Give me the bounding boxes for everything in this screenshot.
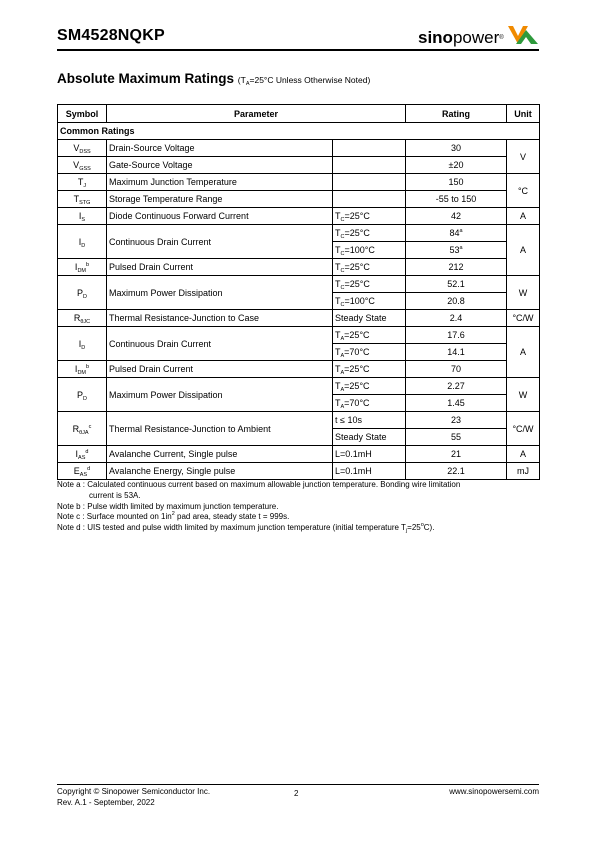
table-row [58, 208, 540, 225]
condition-subscript: C [340, 217, 345, 223]
condition-rest: =100°C [344, 245, 375, 255]
rating-cell [406, 208, 507, 225]
condition-cell [333, 293, 406, 310]
unit-cell: °C/W [507, 310, 540, 327]
symbol-letter: V [73, 160, 80, 170]
parameter-cell: Maximum Power Dissipation [107, 378, 333, 412]
symbol-letter: I [74, 262, 78, 272]
condition-rest: =25°C [344, 228, 370, 238]
unit-cell: W [507, 276, 540, 310]
rating-value: 22.1 [447, 466, 465, 476]
condition-rest: =25°C [344, 211, 370, 221]
rating-value: 42 [450, 211, 461, 221]
symbol-subscript: D [83, 395, 87, 402]
symbol-letter: V [73, 143, 80, 153]
condition-cell [333, 225, 406, 242]
logo-mark-icon [506, 22, 540, 48]
rating-cell [406, 242, 507, 259]
symbol-superscript: d [85, 449, 89, 455]
rating-value: 14.1 [447, 347, 465, 357]
condition-text: T [335, 296, 341, 306]
condition-text: T [335, 398, 341, 408]
note-a-continuation: current is 53A. [89, 490, 141, 500]
condition-cell [333, 344, 406, 361]
symbol-cell [58, 174, 107, 191]
note-c-post: pad area, steady state t = 999s. [174, 512, 290, 522]
symbol-letter: I [78, 211, 82, 221]
symbol-letter: I [75, 449, 79, 459]
note-d-mid: =25 [407, 523, 421, 533]
symbol-letter: I [74, 364, 78, 374]
symbol-letter: R [72, 423, 80, 434]
symbol-letter: P [77, 287, 84, 298]
group-label: Common Ratings [58, 123, 540, 140]
condition-cell [333, 327, 406, 344]
note-d-post: C). [423, 523, 435, 533]
rating-value: 53 [449, 245, 460, 255]
unit-cell: A [507, 446, 540, 463]
table-row [58, 378, 540, 395]
symbol-letter: T [73, 194, 80, 204]
rating-cell [406, 412, 507, 429]
condition-subscript: C [340, 251, 345, 257]
table-header-row [58, 105, 540, 123]
parameter-cell: Pulsed Drain Current [107, 259, 333, 276]
part-number: SM4528NQKP [57, 27, 165, 44]
parameter-cell: Gate-Source Voltage [107, 157, 333, 174]
rating-value: 30 [450, 143, 461, 153]
table-row [58, 310, 540, 327]
note-a: Note a : Calculated continuous current based on maximum allowable junction temperature. Bonding wire limitation [57, 480, 461, 489]
table-row [58, 446, 540, 463]
condition-cell [333, 140, 406, 157]
symbol-subscript: J [83, 183, 87, 189]
header-parameter: Parameter [107, 105, 406, 123]
section-condition [238, 75, 371, 85]
condition-subscript: A [340, 353, 345, 359]
header-rating: Rating [406, 105, 507, 123]
symbol-cell [58, 361, 107, 378]
rating-cell [406, 174, 507, 191]
rating-value: 55 [450, 432, 461, 442]
unit-cell: A [507, 327, 540, 378]
condition-cell [333, 191, 406, 208]
condition-cell [333, 412, 406, 429]
symbol-cell [58, 208, 107, 225]
condition-rest: =25°C [344, 279, 370, 289]
note-c [57, 512, 547, 523]
page-number: 2 [294, 789, 299, 798]
condition-rest: =70°C [344, 347, 370, 357]
condition-subscript: C [340, 285, 345, 291]
unit-cell: mJ [507, 463, 540, 480]
rating-cell [406, 327, 507, 344]
table-row [58, 327, 540, 344]
condition-text: T [335, 330, 341, 340]
parameter-cell: Maximum Power Dissipation [107, 276, 333, 310]
header-divider [57, 49, 539, 51]
condition-rest: =25°C [344, 330, 370, 340]
parameter-cell: Maximum Junction Temperature [107, 174, 333, 191]
table-row [58, 157, 540, 174]
symbol-letter: I [78, 338, 82, 349]
table-row [58, 140, 540, 157]
rating-value: 20.8 [447, 296, 465, 306]
condition-subscript: C [340, 234, 345, 240]
footer-left [57, 787, 210, 808]
condition-subscript: A [340, 404, 345, 410]
symbol-cell [58, 259, 107, 276]
condition-rest: =25°C [344, 381, 370, 391]
parameter-cell: Avalanche Current, Single pulse [107, 446, 333, 463]
rating-value: -55 to 150 [435, 194, 477, 204]
note-d-pre: Note d : UIS tested and pulse width limited by maximum junction temperature (initial temperature T [57, 523, 406, 533]
symbol-cell [58, 157, 107, 174]
condition-cell [333, 208, 406, 225]
rating-cell [406, 395, 507, 412]
condition-rest: =25°C Unless Otherwise Noted) [249, 75, 371, 85]
header-unit: Unit [507, 105, 540, 123]
notes-block [57, 480, 547, 534]
parameter-cell: Continuous Drain Current [107, 327, 333, 361]
unit-cell: °C [507, 174, 540, 208]
symbol-subscript: AS [78, 455, 86, 461]
table-row [58, 361, 540, 378]
footer-divider [57, 784, 539, 785]
condition-cell [333, 429, 406, 446]
note-c-pre: Note c : Surface mounted on 1in [57, 512, 172, 522]
symbol-subscript: θJA [79, 429, 89, 436]
parameter-cell: Continuous Drain Current [107, 225, 333, 259]
condition-subscript: A [340, 336, 345, 342]
condition-cell [333, 259, 406, 276]
symbol-cell [58, 140, 107, 157]
condition-rest: =70°C [344, 398, 370, 408]
rating-value: 1.45 [447, 398, 465, 408]
table-row [58, 276, 540, 293]
rating-cell [406, 310, 507, 327]
parameter-cell: Thermal Resistance-Junction to Case [107, 310, 333, 327]
group-row [58, 123, 540, 140]
condition-text: T [335, 364, 341, 374]
symbol-subscript: DM [77, 268, 86, 274]
symbol-superscript: d [87, 466, 91, 472]
symbol-cell [58, 225, 107, 259]
logo-wordmark [418, 28, 504, 48]
footer-website[interactable]: www.sinopowersemi.com [449, 787, 539, 796]
unit-cell: W [507, 378, 540, 412]
condition-cell [333, 157, 406, 174]
rating-value: 23 [450, 415, 461, 425]
condition-subscript: A [340, 387, 345, 393]
parameter-cell: Pulsed Drain Current [107, 361, 333, 378]
symbol-letter: R [73, 313, 81, 323]
condition-sub: A [245, 81, 250, 87]
symbol-cell [58, 327, 107, 361]
condition-text: t ≤ 10s [335, 415, 362, 425]
footer-revision: Rev. A.1 - September, 2022 [57, 797, 155, 807]
unit-cell: A [507, 208, 540, 225]
table-row [58, 225, 540, 242]
symbol-subscript: DM [77, 370, 86, 376]
table-row [58, 412, 540, 429]
table-row [58, 191, 540, 208]
symbol-letter: T [77, 177, 84, 187]
symbol-cell [58, 412, 107, 446]
condition-cell [333, 378, 406, 395]
unit-cell: V [507, 140, 540, 174]
condition-subscript: A [340, 370, 345, 376]
note-d [57, 523, 547, 534]
symbol-letter: I [78, 236, 82, 247]
logo-registered-mark: ® [499, 35, 504, 41]
condition-cell [333, 242, 406, 259]
symbol-subscript: θJC [80, 319, 91, 325]
condition-text: T [335, 228, 341, 238]
condition-text: Steady State [335, 313, 387, 323]
note-c-sup: 2 [171, 511, 175, 518]
symbol-superscript: b [86, 364, 90, 370]
condition-text: T [335, 211, 341, 221]
condition-cell [333, 463, 406, 480]
logo-wordmark-bold: sino [418, 28, 453, 47]
symbol-cell [58, 276, 107, 310]
symbol-subscript: S [81, 217, 86, 223]
note-b: Note b : Pulse width limited by maximum junction temperature. [57, 501, 279, 511]
symbol-subscript: DSS [79, 149, 91, 155]
rating-value: 84 [449, 228, 460, 238]
symbol-cell [58, 446, 107, 463]
rating-cell [406, 446, 507, 463]
condition-cell [333, 446, 406, 463]
condition-text: T [335, 262, 341, 272]
rating-cell [406, 429, 507, 446]
logo-wordmark-regular: power [452, 28, 500, 47]
symbol-cell [58, 310, 107, 327]
condition-subscript: C [340, 302, 345, 308]
parameter-cell: Diode Continuous Forward Current [107, 208, 333, 225]
note-d-sub: j [405, 528, 408, 535]
rating-value: 2.27 [447, 381, 465, 391]
condition-cell [333, 310, 406, 327]
symbol-subscript: STG [79, 200, 91, 206]
symbol-subscript: AS [79, 472, 88, 478]
rating-cell [406, 463, 507, 480]
symbol-subscript: D [81, 344, 86, 351]
symbol-cell [58, 191, 107, 208]
rating-value: 17.6 [447, 330, 465, 340]
condition-rest: =100°C [344, 296, 375, 306]
rating-value: 70 [450, 364, 461, 374]
unit-cell: A [507, 225, 540, 276]
symbol-subscript: D [83, 293, 87, 300]
rating-value: 52.1 [447, 279, 465, 289]
condition-cell [333, 361, 406, 378]
rating-cell [406, 225, 507, 242]
condition-cell [333, 395, 406, 412]
note-d-sup: o [420, 522, 424, 529]
parameter-cell: Drain-Source Voltage [107, 140, 333, 157]
rating-cell [406, 378, 507, 395]
rating-cell [406, 191, 507, 208]
rating-cell [406, 259, 507, 276]
table-row [58, 174, 540, 191]
rating-value: 150 [448, 177, 464, 187]
rating-value: 21 [450, 449, 461, 459]
condition-cell [333, 174, 406, 191]
rating-cell [406, 276, 507, 293]
rating-value: 2.4 [449, 313, 463, 323]
section-title-text: Absolute Maximum Ratings [57, 71, 235, 86]
rating-value: 212 [448, 262, 464, 272]
symbol-letter: E [73, 466, 80, 476]
symbol-superscript: b [86, 262, 90, 268]
parameter-cell: Avalanche Energy, Single pulse [107, 463, 333, 480]
symbol-cell [58, 378, 107, 412]
condition-text: T [335, 279, 341, 289]
rating-cell [406, 344, 507, 361]
symbol-letter: P [77, 389, 84, 400]
section-title [57, 71, 370, 86]
footer-copyright: Copyright © Sinopower Semiconductor Inc. [57, 787, 211, 796]
condition-text: Steady State [335, 432, 387, 442]
condition-text: L=0.1mH [335, 449, 372, 459]
symbol-subscript: GSS [79, 166, 91, 172]
ratings-table [57, 104, 540, 480]
condition-text: T [335, 381, 341, 391]
condition-subscript: C [340, 268, 345, 274]
rating-cell [406, 157, 507, 174]
rating-cell [406, 293, 507, 310]
condition-rest: =25°C [344, 364, 370, 374]
header-symbol: Symbol [58, 105, 107, 123]
condition-open: (T [237, 75, 246, 85]
symbol-cell [58, 463, 107, 480]
condition-text: T [335, 347, 341, 357]
condition-text: L=0.1mH [335, 466, 372, 476]
condition-text: T [335, 245, 341, 255]
table-row [58, 259, 540, 276]
sinopower-logo [418, 22, 540, 48]
rating-cell [406, 361, 507, 378]
rating-value: ±20 [448, 160, 464, 170]
condition-rest: =25°C [344, 262, 370, 272]
condition-cell [333, 276, 406, 293]
table-row [58, 463, 540, 480]
symbol-subscript: D [81, 242, 86, 249]
rating-superscript: a [459, 245, 463, 251]
rating-cell [406, 140, 507, 157]
rating-superscript: a [459, 228, 463, 234]
symbol-superscript: c [88, 423, 92, 430]
unit-cell: °C/W [507, 412, 540, 446]
parameter-cell: Storage Temperature Range [107, 191, 333, 208]
parameter-cell: Thermal Resistance-Junction to Ambient [107, 412, 333, 446]
